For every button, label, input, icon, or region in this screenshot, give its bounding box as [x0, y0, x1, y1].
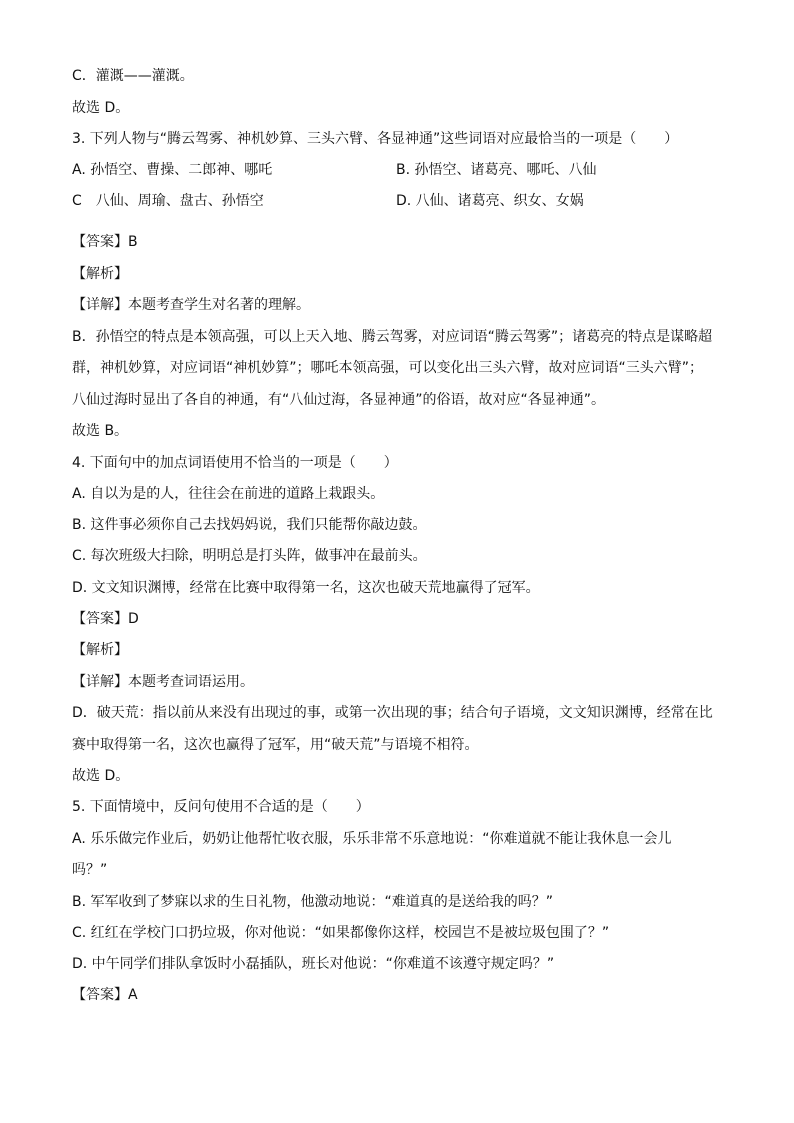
q5-option-b: B. 军军收到了梦寐以求的生日礼物，他激动地说：“难道真的是送给我的吗？” — [72, 894, 554, 910]
analysis-tag: 【解析】 — [72, 266, 128, 282]
q4-option-c: C. 每次班级大扫除，明明总是打头阵，做事冲在最前头。 — [72, 548, 427, 564]
question-4-stem: 4. 下面句中的加点词语使用不恰当的一项是（ ） — [72, 455, 398, 471]
q3-option-c: C 八仙、周瑜、盘古、孙悟空 — [72, 193, 264, 209]
text-line: B．孙悟空的特点是本领高强，可以上天入地、腾云驾雾，对应词语“腾云驾雾”；诸葛亮的特点是谋略超 — [72, 329, 713, 345]
question-5-stem: 5. 下面情境中，反问句使用不合适的是（ ） — [72, 799, 370, 815]
q3-option-a: A. 孙悟空、曹操、二郎神、哪吒 — [72, 162, 273, 178]
answer-tag: 【答案】B — [72, 234, 138, 250]
analysis-tag: 【解析】 — [72, 642, 128, 658]
answer-tag: 【答案】D — [72, 611, 139, 627]
q4-option-b: B. 这件事必须你自己去找妈妈说，我们只能帮你敲边鼓。 — [72, 517, 427, 533]
answer-tag: 【答案】A — [72, 987, 138, 1003]
q4-option-d: D. 文文知识渊博，经常在比赛中取得第一名，这次也破天荒地赢得了冠军。 — [72, 580, 540, 596]
question-3-stem: 3. 下列人物与“腾云驾雾、神机妙算、三头六臂、各显神通”这些词语对应最恰当的一项是（ ） — [72, 131, 679, 147]
text-line: C．灌溉——灌溉。 — [72, 68, 194, 84]
q5-option-a: A. 乐乐做完作业后，奶奶让他帮忙收衣服，乐乐非常不乐意地说：“你难道就不能让我休息一会儿 — [72, 831, 672, 847]
text-line: 群，神机妙算，对应词语“神机妙算”；哪吒本领高强，可以变化出三头六臂，故对应词语“三头六臂”； — [72, 360, 704, 376]
text-line: 故选 B。 — [72, 423, 129, 439]
text-line: 故选 D。 — [72, 100, 130, 116]
q5-option-d: D. 中午同学们排队拿饭时小磊插队，班长对他说：“你难道不该遵守规定吗？” — [72, 956, 555, 972]
q5-option-c: C. 红红在学校门口扔垃圾，你对他说：“如果都像你这样，校园岂不是被垃圾包围了？” — [72, 925, 610, 941]
q3-option-d: D. 八仙、诸葛亮、织女、女娲 — [396, 193, 584, 209]
detail-line: 【详解】本题考查学生对名著的理解。 — [72, 297, 310, 313]
text-line: 八仙过海时显出了各自的神通，有“八仙过海，各显神通”的俗语，故对应“各显神通”。 — [72, 392, 606, 408]
q3-option-b: B. 孙悟空、诸葛亮、哪吒、八仙 — [396, 162, 597, 178]
q4-option-a: A. 自以为是的人，往往会在前进的道路上栽跟头。 — [72, 486, 385, 502]
detail-line: 【详解】本题考查词语运用。 — [72, 674, 254, 690]
text-line: 故选 D。 — [72, 768, 130, 784]
text-line: D．破天荒：指以前从来没有出现过的事，或第一次出现的事；结合句子语境，文文知识渊博，经常在比 — [72, 705, 713, 721]
q5-option-a-cont: 吗？” — [72, 862, 108, 878]
text-line: 赛中取得第一名，这次也赢得了冠军，用“破天荒”与语境不相符。 — [72, 737, 479, 753]
